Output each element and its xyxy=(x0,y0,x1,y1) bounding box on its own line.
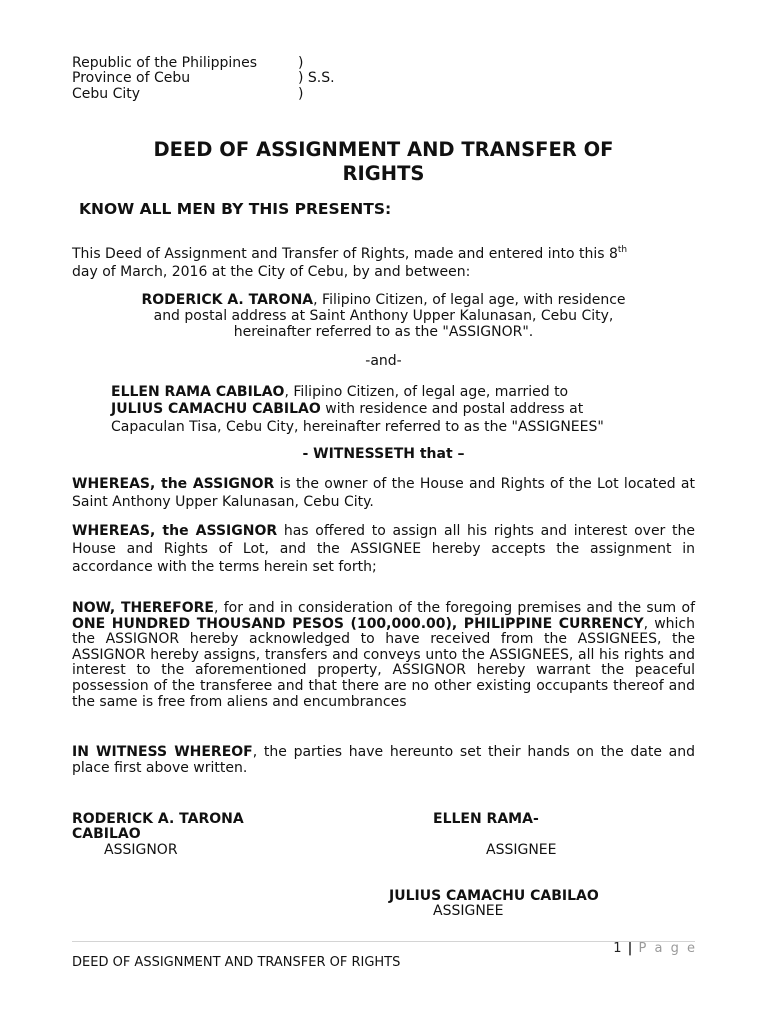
document-title xyxy=(72,138,695,186)
page-number: 1 xyxy=(613,941,623,956)
now-therefore-lead: NOW, THEREFORE xyxy=(72,600,214,616)
venue-city: Cebu City xyxy=(72,86,141,102)
signatory-assignee1-name-part2: CABILAO xyxy=(72,826,141,842)
venue-line-3 xyxy=(72,86,140,102)
whereas-2-text: has offered to assign all his rights and interest over the House and Rights of Lot, and the ASSIGNEE hereby accepts the assignment in accordance with the terms herein set forth; xyxy=(72,523,695,575)
know-all-men-heading: KNOW ALL MEN BY THIS PRESENTS: xyxy=(79,200,392,218)
assignee2-name: JULIUS CAMACHU CABILAO xyxy=(111,401,321,417)
assignee-line-3: Capaculan Tisa, Cebu City, hereinafter referred to as the "ASSIGNEES" xyxy=(111,419,604,435)
and-separator: -and- xyxy=(365,353,402,369)
signatory-assignor-role: ASSIGNOR xyxy=(104,842,178,858)
now-therefore-text-2: , which the ASSIGNOR hereby acknowledged to have received from the ASSIGNEES, the ASSIGNOR hereby assigns, transfers and conveys unto the ASSIGNEES, all his rights and interest to the aforementioned property, ASSIGNOR hereby warrant the peaceful possession of the transferee and that there are no other existing occupants thereof and the same is free from aliens and encumbrances xyxy=(72,615,695,710)
in-witness-lead: IN WITNESS WHEREOF xyxy=(72,744,253,760)
witnesseth-heading: - WITNESSETH that – xyxy=(302,446,465,462)
assignee1-name: ELLEN RAMA CABILAO xyxy=(111,384,285,400)
signatory-assignee1-role: ASSIGNEE xyxy=(486,842,557,858)
venue-province: Province of Cebu xyxy=(72,70,191,86)
assignor-name: RODERICK A. TARONA xyxy=(141,292,314,308)
whereas-1-lead: WHEREAS, the ASSIGNOR xyxy=(72,476,275,492)
venue-paren-1: ) xyxy=(298,55,304,71)
intro-line-2: day of March, 2016 at the City of Cebu, by and between: xyxy=(72,264,471,280)
whereas-2-lead: WHEREAS, the ASSIGNOR xyxy=(72,523,278,539)
venue-line-2 xyxy=(72,70,190,86)
venue-republic: Republic of the Philippines xyxy=(72,55,258,71)
signatory-assignor-name: RODERICK A. TARONA xyxy=(72,811,244,827)
signatory-assignee2-role: ASSIGNEE xyxy=(433,903,504,919)
whereas-paragraph-2 xyxy=(72,522,695,576)
venue-line-1 xyxy=(72,55,257,71)
document-title-line-1: DEED OF ASSIGNMENT AND TRANSFER OF xyxy=(153,138,614,161)
assignee-line-2: with residence and postal address at xyxy=(320,401,584,417)
document-title-line-2: RIGHTS xyxy=(342,162,425,185)
consideration-amount: ONE HUNDRED THOUSAND PESOS (100,000.00), PHILIPPINE CURRENCY xyxy=(72,615,644,632)
intro-paragraph xyxy=(72,245,712,281)
whereas-1-text: is the owner of the House and Rights of the Lot located at Saint Anthony Upper Kalunasan, Cebu City. xyxy=(72,476,695,510)
signatory-assignee1-name-part1: ELLEN RAMA- xyxy=(433,811,539,827)
assignee-block xyxy=(111,384,604,435)
now-therefore-paragraph xyxy=(72,601,695,710)
whereas-paragraph-1 xyxy=(72,475,695,511)
in-witness-paragraph xyxy=(72,745,695,776)
signatory-assignee2-name: JULIUS CAMACHU CABILAO xyxy=(389,888,599,904)
assignor-line-3: hereinafter referred to as the "ASSIGNOR". xyxy=(233,324,534,340)
footer-divider xyxy=(72,941,695,942)
assignor-line-2: and postal address at Saint Anthony Upper Kalunasan, Cebu City, xyxy=(153,308,614,324)
assignor-line-1: , Filipino Citizen, of legal age, with residence xyxy=(313,292,626,308)
footer-document-title: DEED OF ASSIGNMENT AND TRANSFER OF RIGHTS xyxy=(72,955,401,970)
intro-superscript: th xyxy=(617,245,628,255)
page-number-label xyxy=(613,941,697,956)
in-witness-text: , the parties have hereunto set their hands on the date and place first above written. xyxy=(72,744,695,776)
page-word: P a g e xyxy=(638,941,697,956)
assignee-line-1: , Filipino Citizen, of legal age, married to xyxy=(284,384,569,400)
venue-ss: ) S.S. xyxy=(298,70,335,86)
page-separator: | xyxy=(627,941,634,956)
now-therefore-text-1: , for and in consideration of the foregoing premises and the sum of xyxy=(213,600,696,616)
venue-paren-3: ) xyxy=(298,86,304,102)
assignor-block xyxy=(72,292,695,340)
intro-text: This Deed of Assignment and Transfer of Rights, made and entered into this 8 xyxy=(72,246,618,262)
